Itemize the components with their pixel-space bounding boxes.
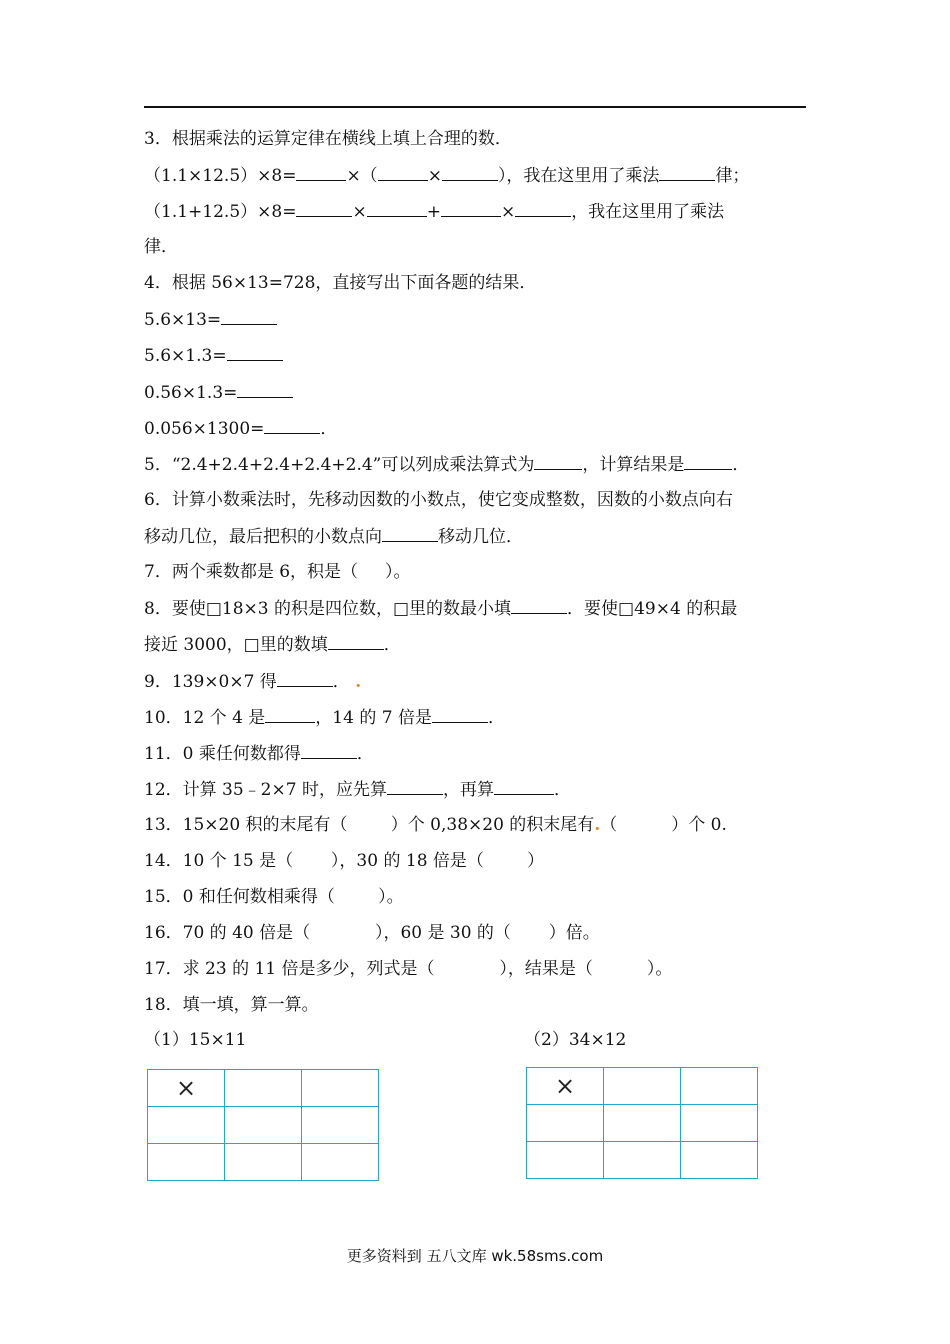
answer-blank[interactable]: [265, 706, 315, 723]
q11: 11．0 乘任何数都得 ．: [144, 744, 374, 764]
header-rule: [144, 106, 806, 108]
answer-blank[interactable]: [296, 164, 346, 181]
answer-blank[interactable]: [511, 597, 567, 614]
multiplication-grid-2: [526, 1067, 758, 1179]
answer-blank[interactable]: [237, 381, 293, 398]
answer-blank[interactable]: [264, 417, 320, 434]
q6-line1: 6．计算小数乘法时，先移动因数的小数点，使它变成整数，因数的小数点向右: [144, 490, 733, 510]
q8-line1: 8．要使□18×3 的积是四位数，□里的数最小填 ．要使□49×4 的积最: [144, 599, 738, 619]
answer-blank[interactable]: [659, 164, 715, 181]
answer-blank[interactable]: [367, 200, 427, 217]
answer-blank[interactable]: [684, 453, 732, 470]
answer-blank[interactable]: [227, 344, 283, 361]
answer-blank[interactable]: [534, 453, 582, 470]
answer-blank[interactable]: [441, 200, 501, 217]
grid-cell[interactable]: [148, 1107, 225, 1144]
q7: 7．两个乘数都是 6，积是（ ）。: [144, 562, 411, 582]
answer-blank[interactable]: [387, 778, 443, 795]
answer-blank[interactable]: [378, 164, 428, 181]
grid-cell[interactable]: [681, 1142, 758, 1179]
mark-dot: .: [355, 672, 362, 692]
q4-d: 0.056×1300= ．: [144, 419, 338, 439]
grid-cell[interactable]: [681, 1105, 758, 1142]
answer-blank[interactable]: [442, 164, 498, 181]
q3-line2: （1.1+12.5）×8= × + × ，我在这里用了乘法: [144, 202, 725, 222]
answer-blank[interactable]: [277, 670, 333, 687]
grid-cell[interactable]: [604, 1142, 681, 1179]
q8-line2: 接近 3000，□里的数填 ．: [144, 635, 401, 655]
q18-sub1-label: （1）15×11: [144, 1030, 247, 1050]
q4-title: 4．根据 56×13=728，直接写出下面各题的结果．: [144, 273, 537, 293]
answer-blank[interactable]: [515, 200, 571, 217]
multiplication-grid-1: [147, 1069, 379, 1181]
answer-blank[interactable]: [296, 200, 352, 217]
q5: 5．“2.4+2.4+2.4+2.4+2.4”可以列成乘法算式为 ，计算结果是 ．: [144, 455, 750, 475]
q18-sub2-label: （2）34×12: [524, 1030, 627, 1050]
grid-cell[interactable]: [527, 1105, 604, 1142]
q17: 17．求 23 的 11 倍是多少，列式是（ ），结果是（ ）。: [144, 959, 673, 979]
q9: 9．139×0×7 得 ． .: [144, 672, 362, 692]
grid-cell[interactable]: [225, 1144, 302, 1181]
grid-cell[interactable]: [527, 1142, 604, 1179]
grid-cell[interactable]: [604, 1105, 681, 1142]
answer-blank[interactable]: [382, 525, 438, 542]
q14: 14．10 个 15 是（ ），30 的 18 倍是（ ）: [144, 851, 545, 871]
footer-text: 更多资料到 五八文库 wk.58sms.com: [346, 1247, 604, 1265]
answer-blank[interactable]: [432, 706, 488, 723]
grid-cross-cell: ×: [148, 1070, 225, 1107]
q4-c: 0.56×1.3=: [144, 381, 293, 404]
q18-title: 18．填一填，算一算。: [144, 995, 319, 1015]
grid-cell[interactable]: [302, 1144, 379, 1181]
q4-a: 5.6×13=: [144, 308, 277, 331]
q4-b: 5.6×1.3=: [144, 344, 283, 367]
q3-line1: （1.1×12.5）×8= ×（ × ），我在这里用了乘法 律；: [144, 166, 750, 186]
q13: 13．15×20 积的末尾有（ ）个 0,38×20 的积末尾有.（ ）个 0.: [144, 815, 727, 835]
grid-cell[interactable]: [148, 1144, 225, 1181]
q3-title: 3．根据乘法的运算定律在横线上填上合理的数．: [144, 129, 512, 149]
q12: 12．计算 35﹣2×7 时，应先算 ，再算 ．: [144, 780, 571, 800]
grid-cell[interactable]: [225, 1070, 302, 1107]
q15: 15．0 和任何数相乘得（ ）。: [144, 887, 404, 907]
mark-dot: .: [594, 815, 601, 835]
grid-cross-cell: ×: [527, 1068, 604, 1105]
grid-cell[interactable]: [604, 1068, 681, 1105]
q6-line2: 移动几位，最后把积的小数点向 移动几位．: [144, 527, 523, 547]
grid-cell[interactable]: [302, 1070, 379, 1107]
answer-blank[interactable]: [301, 742, 357, 759]
q3-line3: 律．: [144, 237, 178, 257]
grid-cell[interactable]: [681, 1068, 758, 1105]
q16: 16．70 的 40 倍是（ ），60 是 30 的（ ）倍。: [144, 923, 600, 943]
answer-blank[interactable]: [494, 778, 554, 795]
grid-cell[interactable]: [302, 1107, 379, 1144]
q10: 10．12 个 4 是 ，14 的 7 倍是 ．: [144, 708, 505, 728]
answer-blank[interactable]: [328, 633, 384, 650]
grid-cell[interactable]: [225, 1107, 302, 1144]
answer-blank[interactable]: [221, 308, 277, 325]
